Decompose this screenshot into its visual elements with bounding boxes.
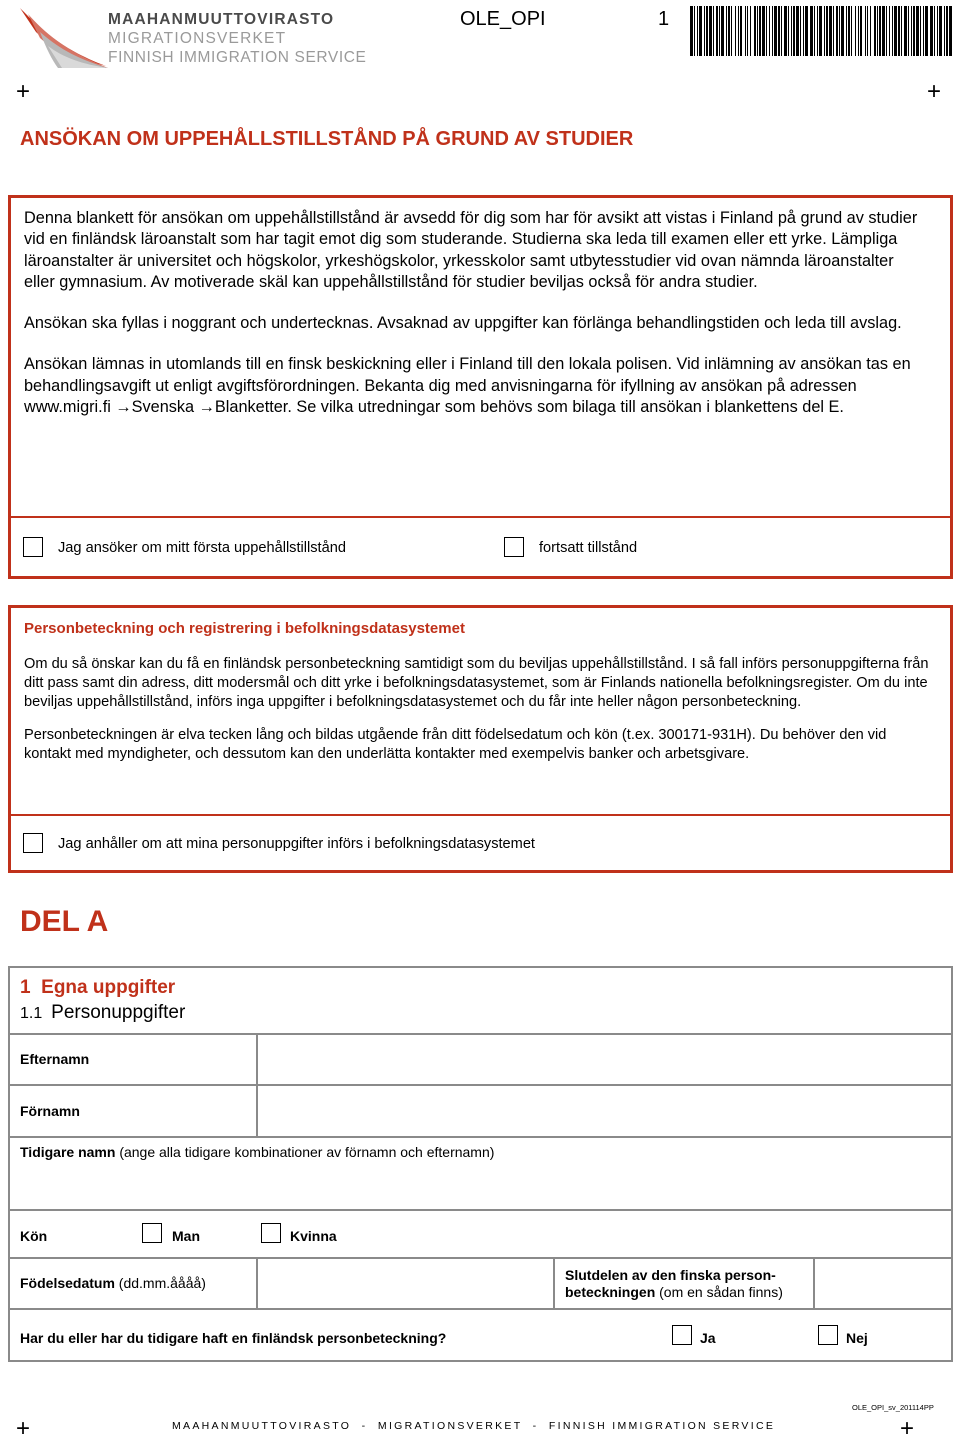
logo-line-1: MAAHANMUUTTOVIRASTO — [108, 11, 335, 28]
barcode-bar — [934, 6, 935, 56]
barcode-bar — [719, 6, 720, 56]
barcode-bar — [709, 6, 712, 56]
barcode-bar — [916, 6, 919, 56]
barcode-bar — [855, 6, 856, 56]
registration-mark-right: + — [927, 78, 942, 105]
barcode-bar — [699, 6, 702, 56]
barcode-bar — [796, 6, 799, 56]
barcode-bar — [793, 6, 795, 56]
form-code: OLE_OPI — [460, 8, 546, 30]
logo-line-3: FINNISH IMMIGRATION SERVICE — [108, 49, 367, 66]
barcode-bar — [949, 6, 952, 56]
barcode-bar — [867, 6, 868, 56]
barcode-bar — [735, 6, 736, 56]
barcode-bar — [805, 6, 808, 56]
barcode-bar — [781, 6, 782, 56]
barcode-bar — [766, 6, 767, 56]
form-title: ANSÖKAN OM UPPEHÅLLSTILLSTÅND PÅ GRUND AV STUDIER — [20, 128, 634, 150]
barcode-bar — [911, 6, 912, 56]
barcode-bar — [721, 6, 724, 56]
section-heading — [20, 977, 175, 999]
row-divider — [8, 1136, 953, 1138]
personal-id-paragraph-1: Om du så önskar kan du få en finländsk personbeteckning samtidigt som du beviljas uppehållstillstånd. I så fall införs personuppgifterna från ditt pass samt din adress, ditt modersmål och ditt yrke i befolkningsdatasystemet, som är Finlands nationella befolkningsregister. Om du inte beviljas uppehållstillstånd, införs inga uppgifter i befolkningsdatasystemet och du får inte heller någon personbeteckning. — [24, 656, 929, 710]
continued-permit-label: fortsatt tillstånd — [539, 540, 638, 556]
barcode-bar — [913, 6, 915, 56]
barcode-bar — [694, 6, 695, 56]
logo-line-2: MIGRATIONSVERKET — [108, 30, 287, 47]
footer-agency: MAAHANMUUTTOVIRASTO - MIGRATIONSVERKET - FINNISH IMMIGRATION SERVICE — [172, 1420, 776, 1432]
barcode-bar — [716, 6, 718, 56]
registration-mark-left: + — [16, 78, 31, 105]
footer-version: OLE_OPI_sv_201114PP — [852, 1403, 934, 1412]
barcode-bar — [759, 6, 761, 56]
column-divider — [553, 1257, 555, 1308]
barcode-bar — [860, 6, 862, 56]
barcode-bar — [726, 6, 727, 56]
barcode-bar — [923, 6, 924, 56]
previous-names-label: Tidigare namn (ange alla tidigare kombinationer av förnamn och efternamn) — [20, 1144, 495, 1160]
register-request-label: Jag anhåller om att mina personuppgifter införs i befolkningsdatasystemet — [58, 836, 535, 852]
barcode-bar — [904, 6, 907, 56]
intro-separator — [8, 516, 953, 518]
barcode-bar — [851, 6, 852, 56]
registration-mark-bottom-left: + — [16, 1415, 31, 1442]
arrow-icon: → — [115, 398, 132, 417]
barcode-bar — [774, 6, 777, 56]
barcode-bar — [747, 6, 748, 56]
barcode-bar — [898, 6, 900, 56]
barcode-bar — [848, 6, 850, 56]
barcode-bar — [894, 6, 897, 56]
barcode-bar — [800, 6, 801, 56]
barcode-bar — [886, 6, 887, 56]
barcode-bar — [882, 6, 885, 56]
barcode-bar — [877, 6, 878, 56]
barcode-bar — [908, 6, 909, 56]
male-label: Man — [172, 1228, 200, 1244]
intro-paragraph-3: Ansökan lämnas in utomlands till en finsk beskickning eller i Finland till den lokala polisen. Vid inlämning av ansökan tas en behandlingsavgift ut enligt avgiftsförordningen. Bekanta dig med anvisningarna för ifyllning av ansökan på adressen www.migri.fi →Svenska →Blanketter. Se vilka utredningar som behövs som bilaga till ansökan i blankettens del E. — [24, 355, 911, 417]
barcode-bar — [788, 6, 789, 56]
first-permit-label: Jag ansöker om mitt första uppehållstillstånd — [58, 540, 346, 556]
section-number: 1 — [20, 977, 31, 998]
barcode-bar — [939, 6, 942, 56]
previous-names-field[interactable] — [10, 1166, 951, 1209]
barcode-bar — [757, 6, 758, 56]
intro-paragraph-2: Ansökan ska fyllas i noggrant och undertecknas. Avsaknad av uppgifter kan förlänga behandlingstiden och leda till avslag. — [24, 314, 902, 333]
barcode-bar — [858, 6, 859, 56]
barcode-bar — [865, 6, 866, 56]
barcode-bar — [740, 6, 742, 56]
agency-logo — [18, 6, 367, 70]
female-label: Kvinna — [290, 1228, 337, 1244]
surname-label: Efternamn — [20, 1051, 90, 1067]
subsection-title: Personuppgifter — [51, 1002, 186, 1023]
barcode-bar — [826, 6, 828, 56]
barcode-bar — [925, 6, 928, 56]
barcode-bar — [731, 6, 732, 56]
personal-id-text — [24, 655, 929, 764]
surname-field[interactable] — [258, 1035, 951, 1084]
barcode-bar — [889, 6, 890, 56]
barcode-bar — [892, 6, 893, 56]
barcode-bar — [754, 6, 756, 56]
barcode-bar — [920, 6, 921, 56]
barcode-bar — [690, 6, 693, 56]
bird-wing-icon — [18, 6, 110, 70]
first-permit-checkbox[interactable] — [23, 537, 43, 557]
barcode-bar — [706, 6, 708, 56]
barcode-bar — [769, 6, 770, 56]
barcode-bar — [704, 6, 705, 56]
barcode-bar — [772, 6, 773, 56]
barcode-bar — [810, 6, 813, 56]
had-id-question: Har du eller har du tidigare haft en finländsk personbeteckning? — [20, 1330, 447, 1346]
id-end-field[interactable] — [815, 1259, 951, 1308]
barcode-bar — [937, 6, 938, 56]
barcode-text: *OLE_OPI* — [818, 58, 824, 59]
barcode-bar — [930, 6, 933, 56]
no-checkbox[interactable] — [818, 1325, 838, 1345]
arrow-icon: → — [198, 398, 215, 417]
male-checkbox[interactable] — [142, 1223, 162, 1243]
firstname-label: Förnamn — [20, 1103, 80, 1119]
yes-label: Ja — [700, 1330, 716, 1346]
barcode-bar — [778, 6, 780, 56]
barcode-bar — [833, 6, 834, 56]
row-divider — [8, 1308, 953, 1310]
registration-mark-bottom-right: + — [900, 1415, 915, 1442]
subsection-heading — [20, 1002, 185, 1024]
barcode-bar — [713, 6, 714, 56]
barcode-bar — [874, 6, 876, 56]
intro-paragraph-1: Denna blankett för ansökan om uppehållstillstånd är avsedd för dig som har för avsikt att vistas i Finland på grund av studier vid en finländsk läroanstalt som har tagit emot dig som studerande. Studierna ska leda till examen eller ett yrke. Lämpliga läroanstalter är universitet och högskolor, yrkeshögskolor, yrkesskolor samt utbytesstudier vid ovan nämnda läroanstalter eller gymnasium. Av motiverade skäl kan uppehållstillstånd för studier beviljas också för andra studier. — [24, 209, 918, 291]
barcode-bar — [697, 6, 698, 56]
barcode-bar — [784, 6, 787, 56]
female-checkbox[interactable] — [261, 1223, 281, 1243]
barcode-bar — [946, 6, 948, 56]
no-label: Nej — [846, 1330, 868, 1346]
row-divider — [8, 1209, 953, 1211]
page-number: 1 — [658, 8, 670, 30]
subsection-number: 1.1 — [20, 1005, 43, 1022]
barcode-bar — [846, 6, 847, 56]
barcode-bar — [750, 6, 751, 56]
barcode-bar — [901, 6, 902, 56]
section-title: Egna uppgifter — [41, 977, 176, 998]
barcode-bar — [829, 6, 832, 56]
sex-label: Kön — [20, 1228, 48, 1244]
barcode-bar — [745, 6, 746, 56]
dob-label: Födelsedatum (dd.mm.åååå) — [20, 1275, 206, 1291]
barcode-bar — [841, 6, 844, 56]
barcode-bar — [819, 6, 822, 56]
part-a-title: DEL A — [20, 905, 109, 938]
barcode-bar — [839, 6, 840, 56]
intro-text — [24, 208, 924, 418]
barcode — [690, 6, 952, 59]
barcode-bar — [728, 6, 730, 56]
personal-id-heading: Personbeteckning och registrering i befolkningsdatasystemet — [24, 620, 465, 637]
register-request-checkbox[interactable] — [23, 833, 43, 853]
barcode-bar — [870, 6, 871, 56]
personal-id-separator — [8, 814, 953, 816]
barcode-bar — [803, 6, 804, 56]
firstname-field[interactable] — [258, 1086, 951, 1136]
id-end-label: Slutdelen av den finska person-beteckningen (om en sådan finns) — [565, 1267, 783, 1300]
dob-field[interactable] — [258, 1259, 553, 1308]
barcode-bar — [738, 6, 739, 56]
barcode-bar — [762, 6, 765, 56]
barcode-bar — [817, 6, 818, 56]
personal-id-paragraph-2: Personbeteckningen är elva tecken lång och bildas utgående från ditt födelsedatum och kön (t.ex. 300171-931H). Du behöver den vid kontakt med myndigheter, och dessutom kan den underlätta kontakter med exempelvis banker och arbetsgivare. — [24, 727, 887, 763]
barcode-bar — [824, 6, 825, 56]
barcode-bar — [836, 6, 838, 56]
continued-permit-checkbox[interactable] — [504, 537, 524, 557]
barcode-bar — [814, 6, 815, 56]
yes-checkbox[interactable] — [672, 1325, 692, 1345]
barcode-bar — [791, 6, 792, 56]
barcode-bar — [944, 6, 945, 56]
barcode-bar — [879, 6, 881, 56]
